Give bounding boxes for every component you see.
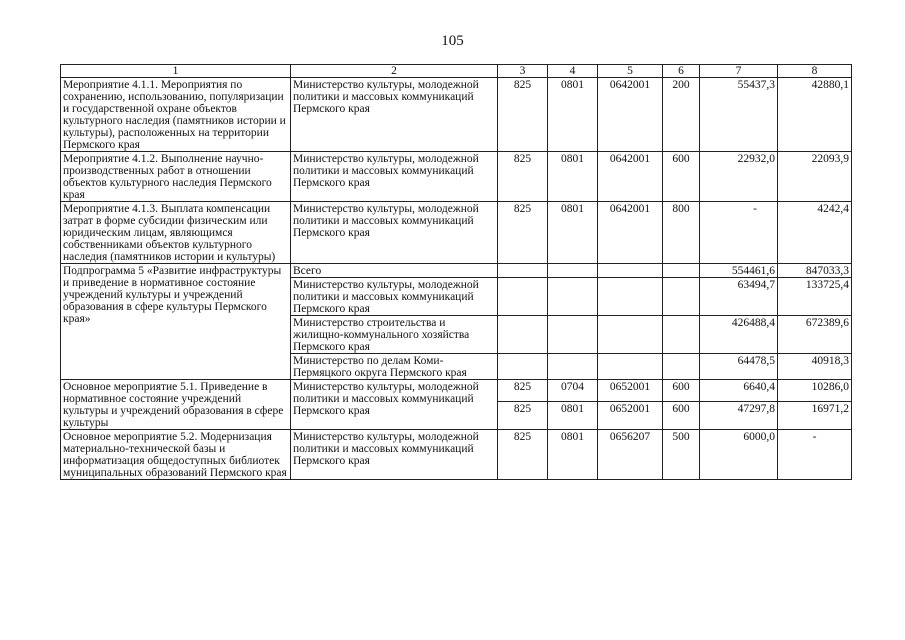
table-row (61, 380, 852, 402)
ministry-code: 825 (498, 430, 548, 480)
section-code (548, 264, 598, 278)
expense-type-code (663, 264, 700, 278)
amount-col-8: 42880,1 (778, 78, 852, 152)
amount-col-8: 672389,6 (778, 316, 852, 354)
section-code (548, 354, 598, 380)
table-row (61, 78, 852, 152)
amount-col-7: 47297,8 (700, 402, 778, 430)
target-article-code: 0652001 (598, 380, 663, 402)
responsible-org: Министерство строительства и жилищно-коммунального хозяйства Пермского края (291, 316, 498, 354)
responsible-org: Министерство культуры, молодежной политики и массовых коммуникаций Пермского края (291, 278, 498, 316)
responsible-org: Министерство культуры, молодежной политики и массовых коммуникаций Пермского края (291, 380, 498, 430)
responsible-org: Министерство культуры, молодежной политики и массовых коммуникаций Пермского края (291, 78, 498, 152)
header-col-3: 3 (498, 65, 548, 78)
header-col-5: 5 (598, 65, 663, 78)
header-row (61, 65, 852, 78)
responsible-org: Министерство культуры, молодежной политики и массовых коммуникаций Пермского края (291, 152, 498, 202)
expense-type-code: 800 (663, 202, 700, 264)
activity-name: Мероприятие 4.1.3. Выплата компенсации затрат в форме субсидии физическим или юридическим лицам, являющимся собственниками объектов культурного наследия (памятников истории и культуры) (61, 202, 291, 264)
amount-col-7: 6640,4 (700, 380, 778, 402)
target-article-code: 0642001 (598, 152, 663, 202)
ministry-code: 825 (498, 202, 548, 264)
amount-col-7: 22932,0 (700, 152, 778, 202)
table-row (61, 152, 852, 202)
responsible-org: Министерство по делам Коми-Пермяцкого округа Пермского края (291, 354, 498, 380)
amount-col-8: 133725,4 (778, 278, 852, 316)
header-col-4: 4 (548, 65, 598, 78)
header-col-1: 1 (61, 65, 291, 78)
subprogram-name: Подпрограмма 5 «Развитие инфраструктуры и приведение в нормативное состояние учреждений культуры и учреждений образования в сфере культуры Пермского края» (61, 264, 291, 380)
expense-type-code: 600 (663, 152, 700, 202)
ministry-code: 825 (498, 380, 548, 402)
target-article-code (598, 354, 663, 380)
expense-type-code (663, 316, 700, 354)
budget-table (60, 64, 852, 480)
section-code: 0801 (548, 152, 598, 202)
expense-type-code: 200 (663, 78, 700, 152)
section-code: 0704 (548, 380, 598, 402)
amount-col-7: 554461,6 (700, 264, 778, 278)
amount-col-8: 40918,3 (778, 354, 852, 380)
expense-type-code: 500 (663, 430, 700, 480)
amount-col-7: 64478,5 (700, 354, 778, 380)
target-article-code: 0642001 (598, 78, 663, 152)
activity-name: Мероприятие 4.1.2. Выполнение научно-производственных работ в отношении объектов культурного наследия Пермского края (61, 152, 291, 202)
amount-col-8: 16971,2 (778, 402, 852, 430)
amount-col-8: 4242,4 (778, 202, 852, 264)
expense-type-code: 600 (663, 402, 700, 430)
amount-col-7: 6000,0 (700, 430, 778, 480)
target-article-code (598, 278, 663, 316)
amount-col-7: 426488,4 (700, 316, 778, 354)
responsible-org: Министерство культуры, молодежной политики и массовых коммуникаций Пермского края (291, 202, 498, 264)
amount-col-7: 55437,3 (700, 78, 778, 152)
activity-name: Основное мероприятие 5.1. Приведение в нормативное состояние учреждений культуры и учреждений образования в сфере культуры (61, 380, 291, 430)
ministry-code (498, 316, 548, 354)
responsible-org: Министерство культуры, молодежной политики и массовых коммуникаций Пермского края (291, 430, 498, 480)
amount-col-8: 22093,9 (778, 152, 852, 202)
header-col-6: 6 (663, 65, 700, 78)
activity-name: Основное мероприятие 5.2. Модернизация материально-технической базы и информатизация общедоступных библиотек муниципальных образований Пермского края (61, 430, 291, 480)
ministry-code (498, 278, 548, 316)
section-code: 0801 (548, 202, 598, 264)
target-article-code: 0642001 (598, 202, 663, 264)
table-row (61, 264, 852, 278)
table-row (61, 202, 852, 264)
amount-col-8: - (778, 430, 852, 480)
target-article-code (598, 264, 663, 278)
target-article-code: 0656207 (598, 430, 663, 480)
header-col-2: 2 (291, 65, 498, 78)
section-code (548, 316, 598, 354)
activity-name: Мероприятие 4.1.1. Мероприятия по сохранению, использованию, популяризации и государственной охране объектов культурного наследия (памятников истории и культуры), расположенных на территории Пермского края (61, 78, 291, 152)
amount-col-7: - (700, 202, 778, 264)
table-row (61, 430, 852, 480)
expense-type-code (663, 278, 700, 316)
header-col-7: 7 (700, 65, 778, 78)
section-code (548, 278, 598, 316)
header-col-8: 8 (778, 65, 852, 78)
section-code: 0801 (548, 78, 598, 152)
amount-col-8: 847033,3 (778, 264, 852, 278)
ministry-code: 825 (498, 78, 548, 152)
page-number: 105 (441, 33, 464, 49)
target-article-code: 0652001 (598, 402, 663, 430)
expense-type-code: 600 (663, 380, 700, 402)
amount-col-7: 63494,7 (700, 278, 778, 316)
target-article-code (598, 316, 663, 354)
amount-col-8: 10286,0 (778, 380, 852, 402)
expense-type-code (663, 354, 700, 380)
section-code: 0801 (548, 402, 598, 430)
responsible-org: Всего (291, 264, 498, 278)
ministry-code: 825 (498, 152, 548, 202)
ministry-code (498, 354, 548, 380)
ministry-code: 825 (498, 402, 548, 430)
section-code: 0801 (548, 430, 598, 480)
ministry-code (498, 264, 548, 278)
